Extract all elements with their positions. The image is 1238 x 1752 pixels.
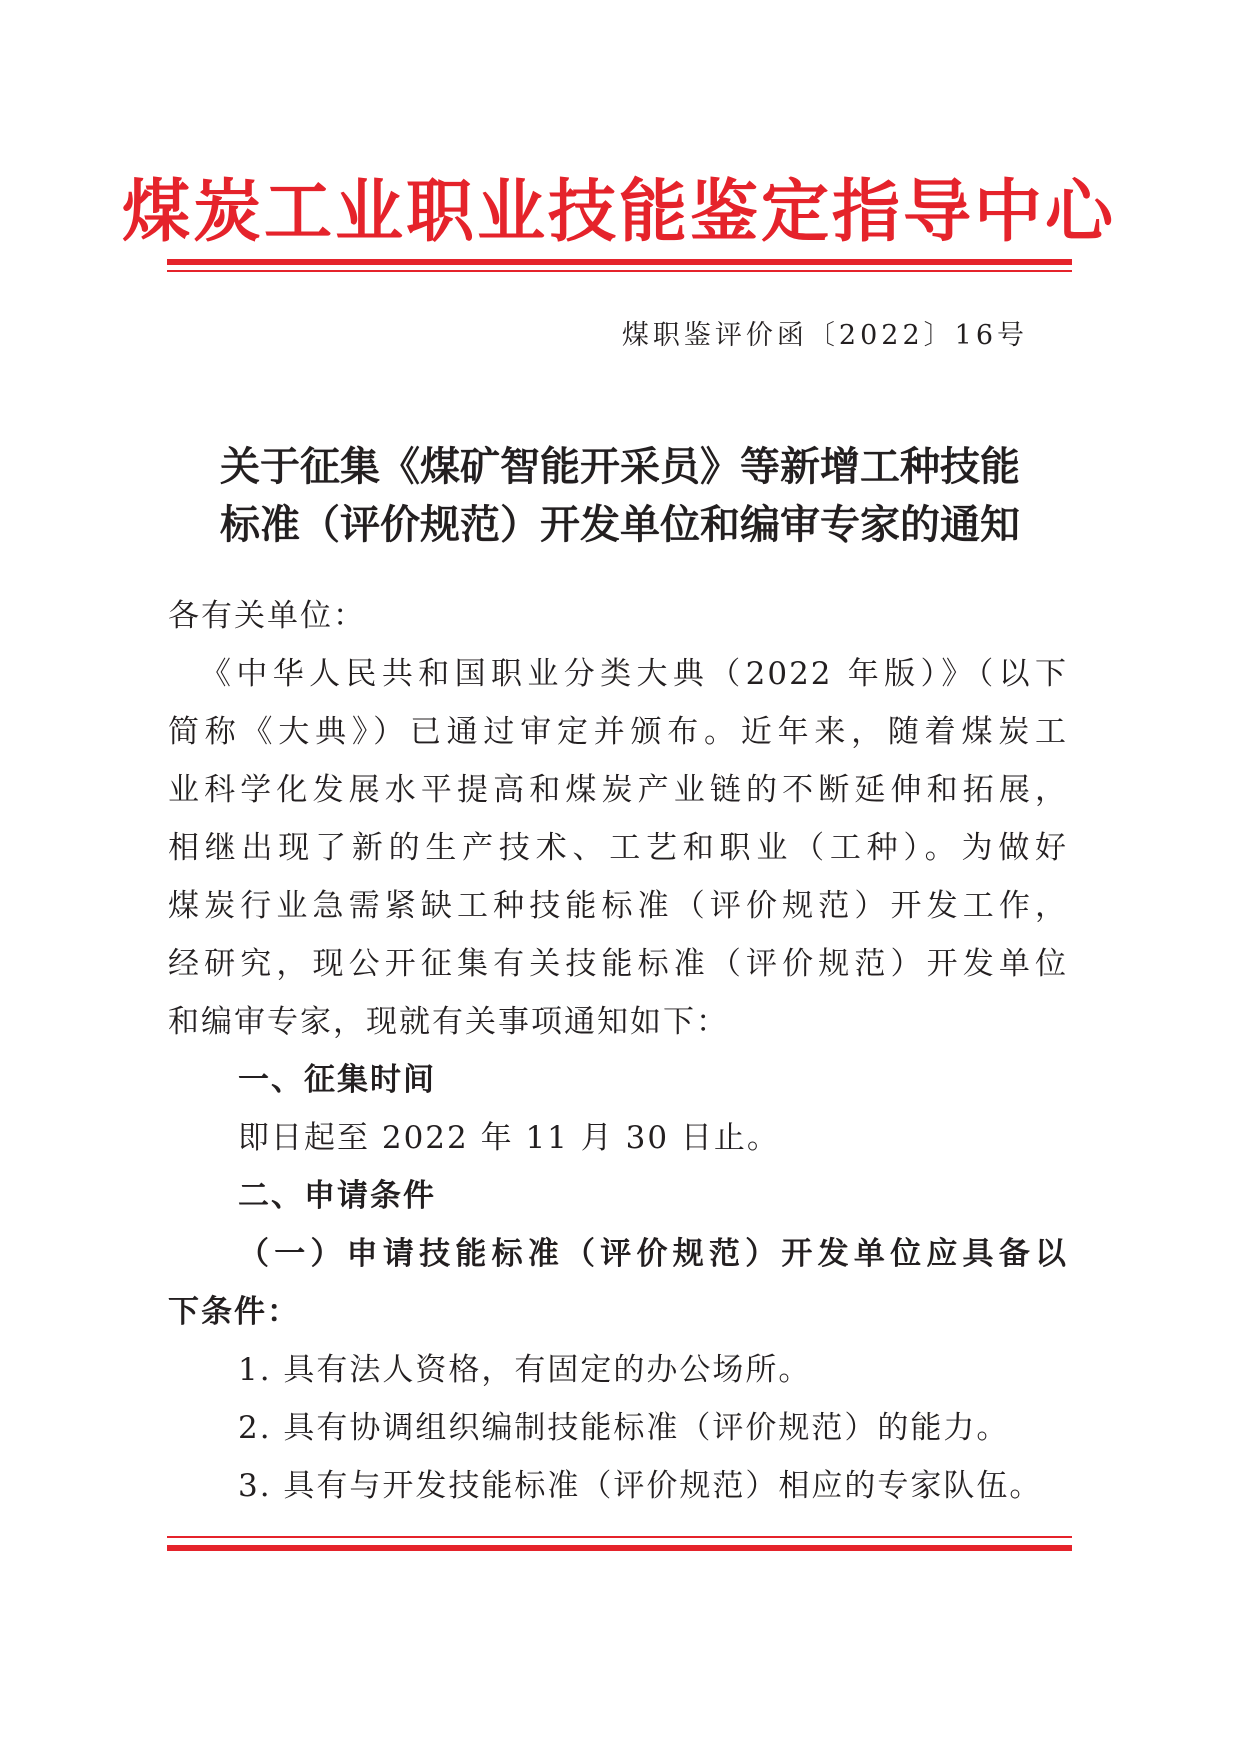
intro-line: 业科学化发展水平提高和煤炭产业链的不断延伸和拓展， — [168, 772, 1068, 808]
masthead-title: 煤炭工业职业技能鉴定指导中心 — [121, 172, 1116, 252]
intro-line: 煤炭行业急需紧缺工种技能标准（评价规范）开发工作， — [168, 888, 1068, 924]
condition-item: 3. 具有与开发技能标准（评价规范）相应的专家队伍。 — [238, 1468, 1043, 1504]
masthead-rule-thick — [167, 259, 1072, 265]
footer-rule-thin — [167, 1536, 1072, 1538]
condition-item: 1. 具有法人资格，有固定的办公场所。 — [238, 1352, 812, 1388]
section-heading-collection-time: 一、征集时间 — [238, 1062, 436, 1098]
masthead-rule-thin — [167, 270, 1072, 272]
intro-line: 和编审专家，现就有关事项通知如下： — [168, 1004, 729, 1040]
footer-rule-thick — [167, 1545, 1072, 1551]
intro-line: 简称《大典》）已通过审定并颁布。近年来，随着煤炭工 — [168, 714, 1068, 750]
section-heading-requirements: 二、申请条件 — [238, 1178, 436, 1214]
intro-line: 相继出现了新的生产技术、工艺和职业（工种）。为做好 — [168, 830, 1068, 866]
notice-title-line-1: 关于征集《煤矿智能开采员》等新增工种技能 — [220, 443, 1020, 490]
subsection-heading-line-2: 下条件： — [168, 1294, 300, 1330]
intro-line: 《中华人民共和国职业分类大典（2022 年版）》（以下 — [200, 656, 1068, 692]
intro-line: 经研究，现公开征集有关技能标准（评价规范）开发单位 — [168, 946, 1068, 982]
section-text-collection-time: 即日起至 2022 年 11 月 30 日止。 — [238, 1120, 780, 1156]
salutation: 各有关单位： — [168, 598, 366, 634]
notice-title — [170, 438, 1070, 554]
document-number: 煤职鉴评价函〔2022〕16号 — [621, 320, 1028, 351]
notice-title-line-2: 标准（评价规范）开发单位和编审专家的通知 — [220, 501, 1020, 548]
condition-item: 2. 具有协调组织编制技能标准（评价规范）的能力。 — [238, 1410, 1010, 1446]
subsection-heading-line-1: （一）申请技能标准（评价规范）开发单位应具备以 — [238, 1236, 1068, 1272]
